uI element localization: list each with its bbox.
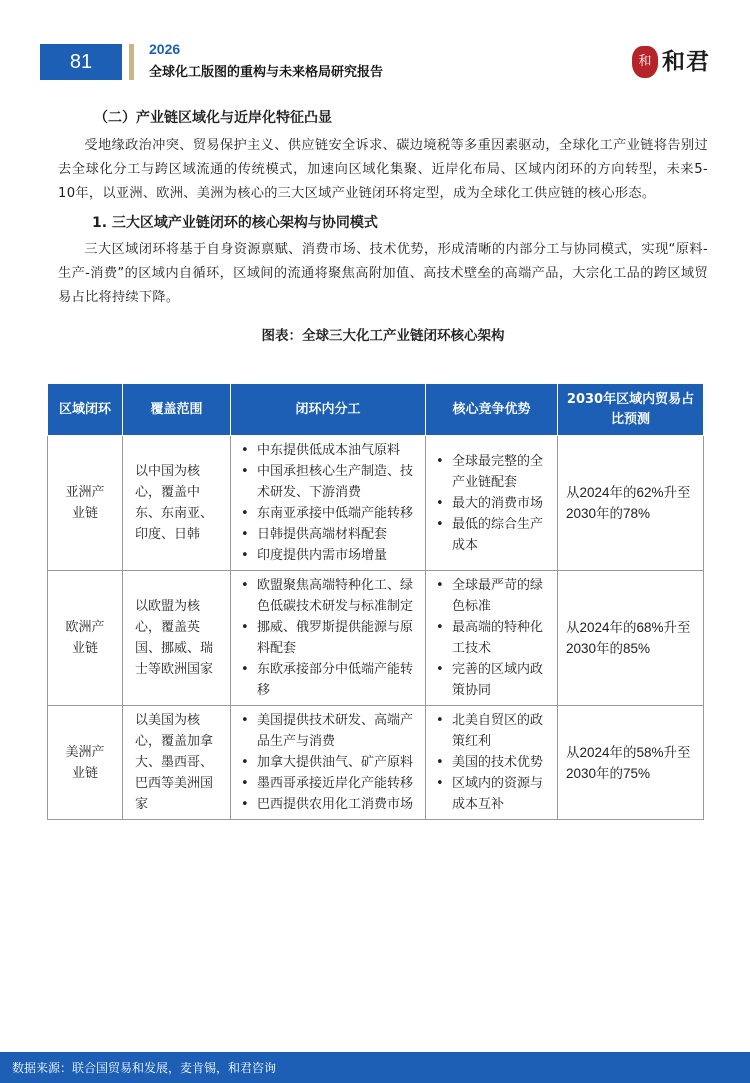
division-cell: [231, 571, 426, 706]
column-header: 核心竞争优势: [426, 384, 558, 436]
region-cell: 美洲产业链: [48, 706, 123, 820]
column-header: 闭环内分工: [231, 384, 426, 436]
section-heading: （二）产业链区域化与近岸化特征凸显: [94, 110, 332, 126]
list-item: • 墨西哥承接近岸化产能转移: [239, 773, 417, 794]
table-row: [48, 571, 704, 706]
share-cell: 从2024年的62%升至2030年的78%: [558, 436, 704, 571]
list-item: • 东南亚承接中低端产能转移: [239, 503, 417, 524]
list-item: • 东欧承接部分中低端产能转移: [239, 659, 417, 701]
page-number: 81: [40, 44, 122, 80]
list-item: • 巴西提供农用化工消费市场: [239, 794, 417, 815]
scope-cell: 以中国为核心，覆盖中东、东南亚、印度、日韩: [123, 436, 231, 571]
region-cell: 欧洲产业链: [48, 571, 123, 706]
logo-text: 和君: [662, 49, 710, 75]
report-title: 全球化工版图的重构与未来格局研究报告: [149, 65, 384, 80]
list-item: • 美国提供技术研发、高端产品生产与消费: [239, 710, 417, 752]
scope-cell: 以美国为核心，覆盖加拿大、墨西哥、巴西等美洲国家: [123, 706, 231, 820]
advantage-cell: [426, 436, 558, 571]
advantage-cell: [426, 706, 558, 820]
list-item: • 全球最严苛的绿色标准: [434, 575, 549, 617]
table-row: [48, 706, 704, 820]
list-item: • 挪威、俄罗斯提供能源与原料配套: [239, 617, 417, 659]
section-paragraph: 受地缘政治冲突、贸易保护主义、供应链安全诉求、碳边境税等多重因素驱动，全球化工产业链将告别过去全球化分工与跨区域流通的传统模式，加速向区域化集聚、近岸化布局、区域内闭环的方向转型，未来5-10年，以亚洲、欧洲、美洲为核心的三大区域产业链闭环将定型，成为全球化工供应链的核心形态。: [58, 138, 708, 201]
list-item: • 完善的区域内政策协同: [434, 659, 549, 701]
header-divider: [129, 44, 134, 80]
list-item: • 中东提供低成本油气原料: [239, 440, 417, 461]
list-item: • 印度提供内需市场增量: [239, 545, 417, 566]
list-item: • 北美自贸区的政策红利: [434, 710, 549, 752]
division-cell: [231, 706, 426, 820]
header-year: 2026: [149, 41, 181, 57]
main-content: [58, 108, 708, 356]
data-source: 数据来源：联合国贸易和发展，麦肯锡，和君咨询: [12, 1061, 277, 1075]
list-item: • 最高端的特种化工技术: [434, 617, 549, 659]
brand-logo: [632, 46, 722, 78]
share-cell: 从2024年的58%升至2030年的75%: [558, 706, 704, 820]
scope-cell: 以欧盟为核心，覆盖英国、挪威、瑞士等欧洲国家: [123, 571, 231, 706]
architecture-table: [47, 383, 704, 820]
share-cell: 从2024年的68%升至2030年的85%: [558, 571, 704, 706]
list-item: • 日韩提供高端材料配套: [239, 524, 417, 545]
table-header-row: [48, 384, 704, 436]
advantage-cell: [426, 571, 558, 706]
table-row: [48, 436, 704, 571]
list-item: • 最大的消费市场: [434, 493, 549, 514]
division-cell: [231, 436, 426, 571]
figure-title: 图表：全球三大化工产业链闭环核心架构: [261, 328, 505, 344]
logo-seal-icon: 和: [632, 46, 658, 78]
subsection-paragraph: 三大区域闭环将基于自身资源禀赋、消费市场、技术优势，形成清晰的内部分工与协同模式，实现“原料-生产-消费”的区域内自循环，区域间的流通将聚焦高附加值、高技术壁垒的高端产品，大宗化工品的跨区域贸易占比将持续下降。: [58, 242, 708, 305]
list-item: • 全球最完整的全产业链配套: [434, 451, 549, 493]
column-header: 覆盖范围: [123, 384, 231, 436]
page-footer: [0, 1052, 750, 1083]
list-item: • 中国承担核心生产制造、技术研发、下游消费: [239, 461, 417, 503]
list-item: • 区域内的资源与成本互补: [434, 773, 549, 815]
list-item: • 加拿大提供油气、矿产原料: [239, 752, 417, 773]
subsection-heading: 1. 三大区域产业链闭环的核心架构与协同模式: [92, 215, 378, 231]
list-item: • 美国的技术优势: [434, 752, 549, 773]
column-header: 区域闭环: [48, 384, 123, 436]
region-cell: 亚洲产业链: [48, 436, 123, 571]
list-item: • 最低的综合生产成本: [434, 514, 549, 556]
column-header: 2030年区域内贸易占比预测: [558, 384, 704, 436]
page-header: [0, 0, 750, 100]
list-item: • 欧盟聚焦高端特种化工、绿色低碳技术研发与标准制定: [239, 575, 417, 617]
